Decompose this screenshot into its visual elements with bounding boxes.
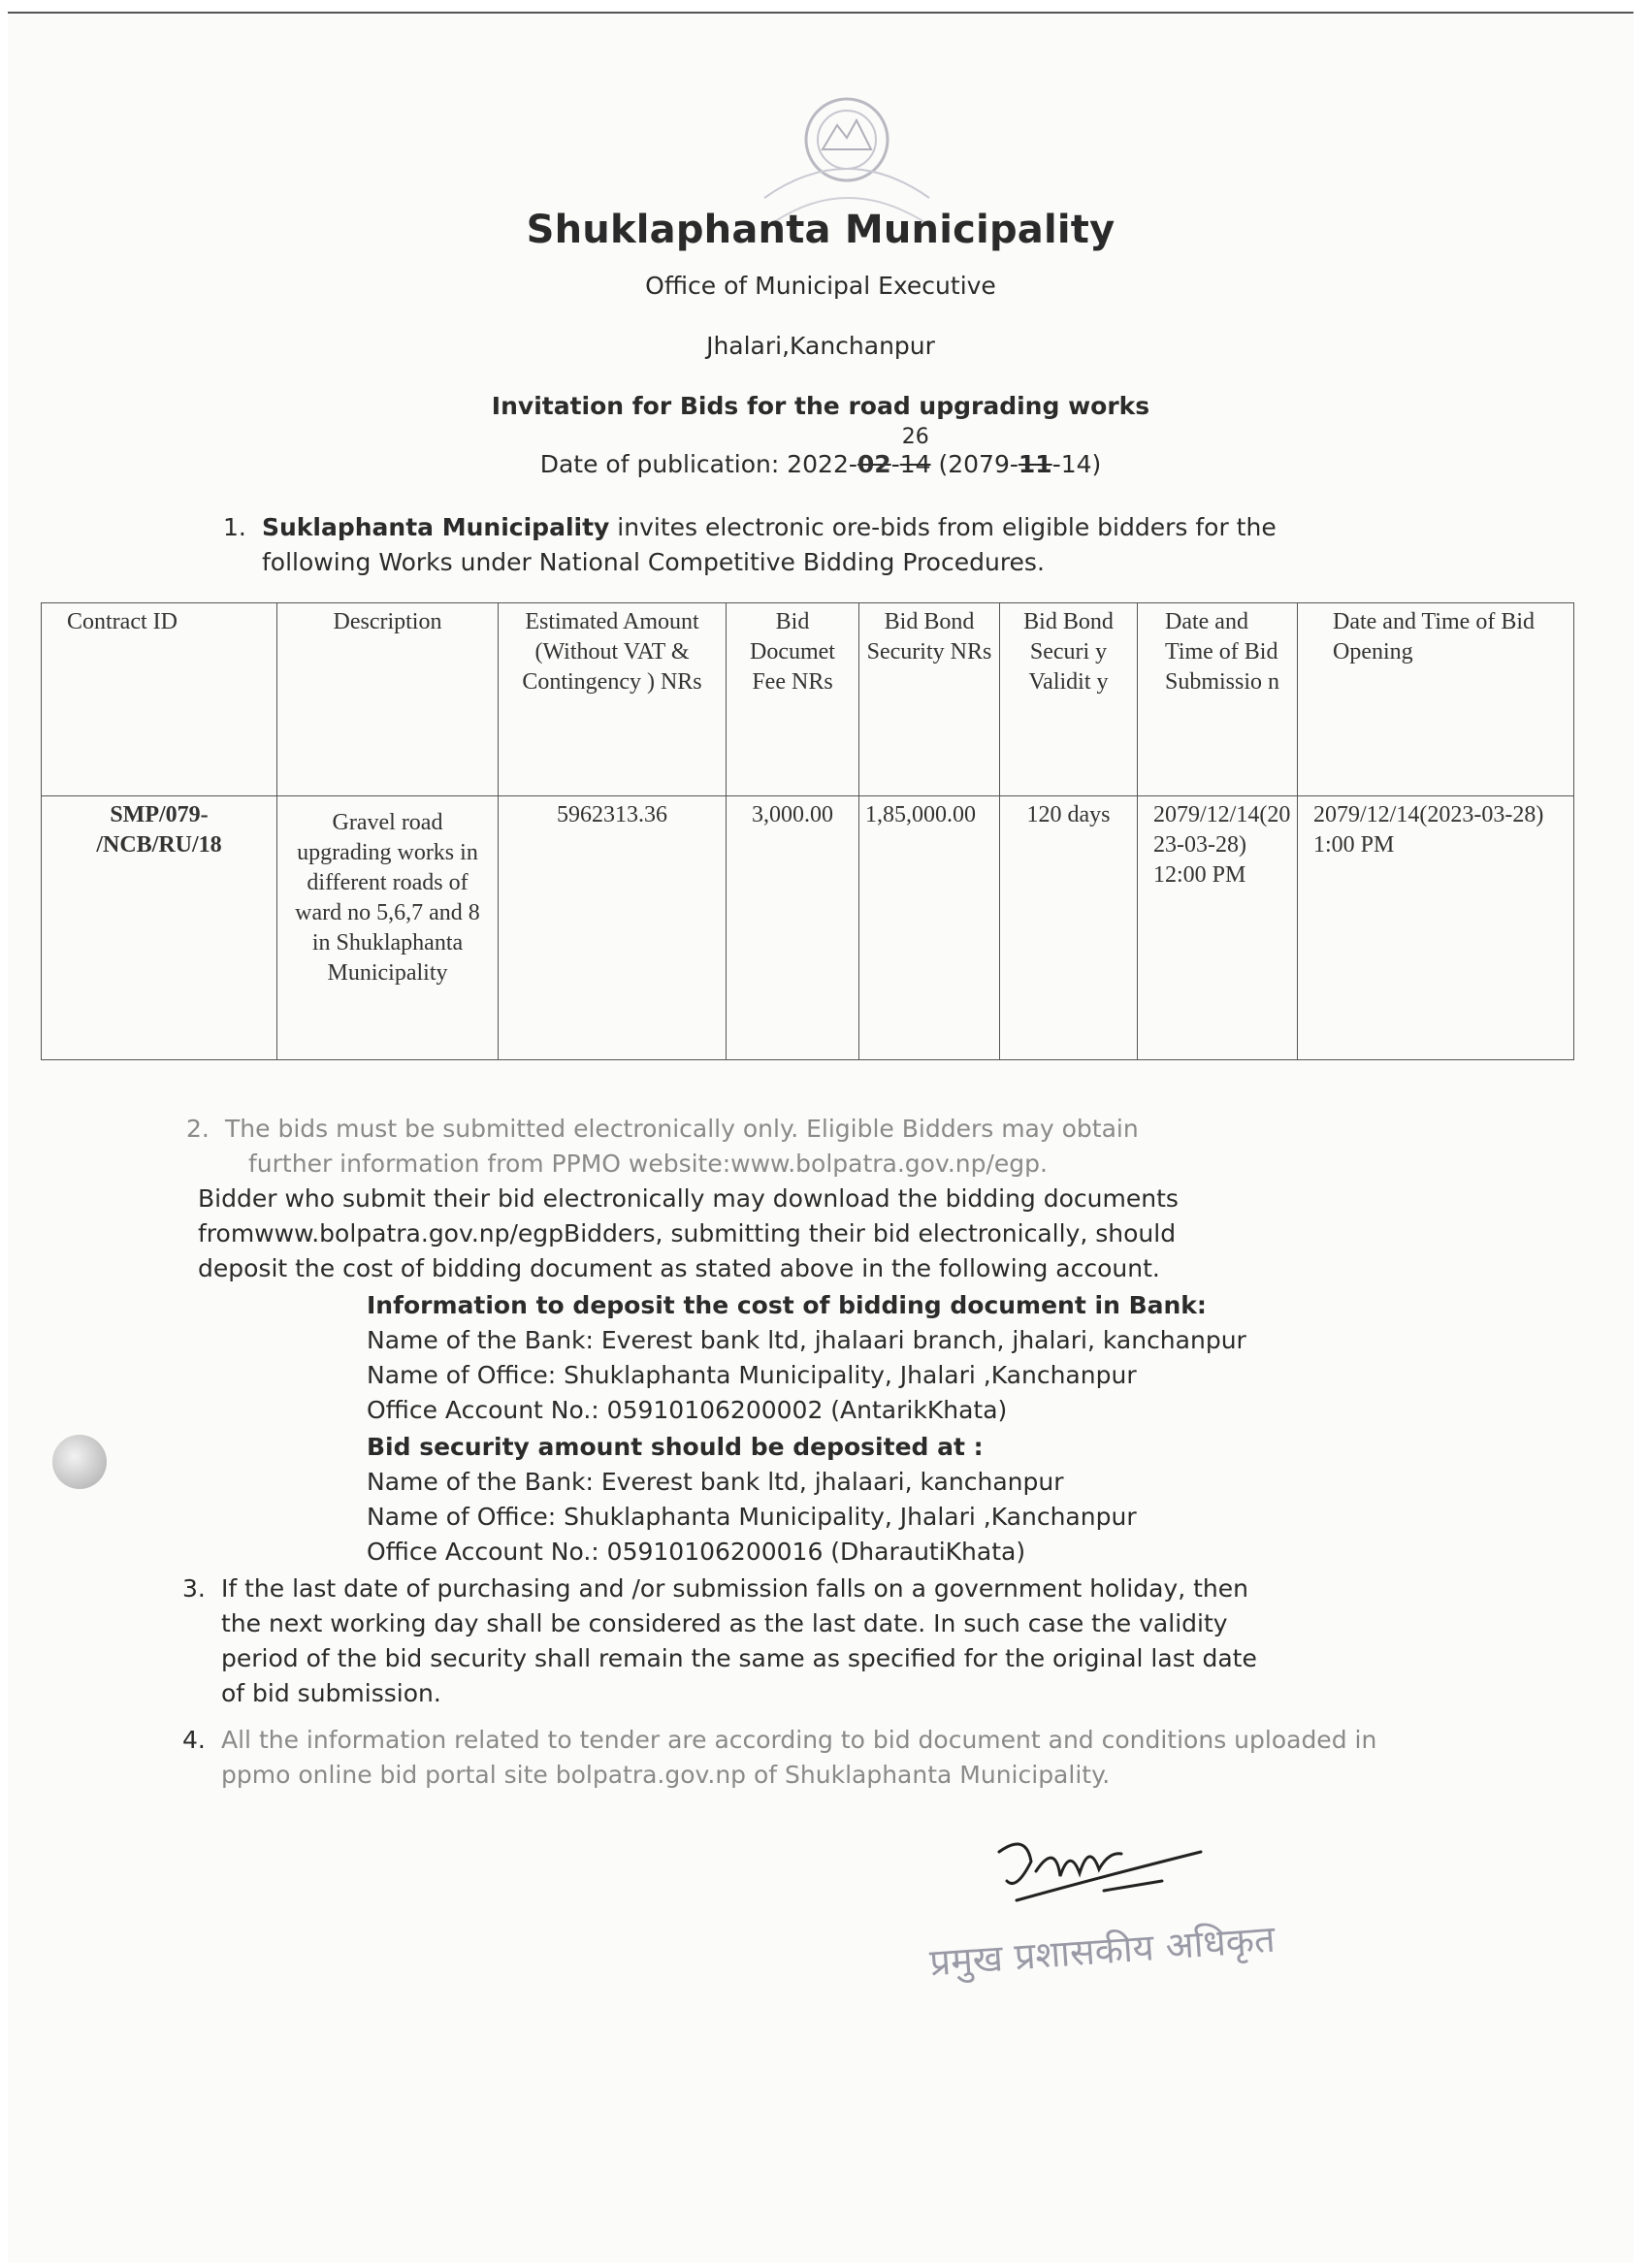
- security-bank-name: Name of the Bank: Everest bank ltd, jhalaari, kanchanpur: [367, 1468, 1064, 1496]
- cell-opening: 2079/12/14(2023-03-28) 1:00 PM: [1298, 796, 1574, 1060]
- item-1-lead: Suklaphanta Municipality: [262, 513, 610, 541]
- item-1-text2: following Works under National Competitive Bidding Procedures.: [262, 548, 1045, 576]
- punch-hole-mark: [52, 1435, 107, 1489]
- header-bid-security: Bid Bond Security NRs: [859, 603, 1000, 796]
- cell-bid-security: 1,85,000.00: [859, 796, 1000, 1060]
- cell-contract-id: SMP/079- /NCB/RU/18: [42, 796, 277, 1060]
- publication-sep: -: [890, 450, 900, 478]
- security-account-number: Office Account No.: 05910106200016 (DharautiKhata): [367, 1538, 1026, 1566]
- publication-month: 02: [857, 450, 891, 478]
- publication-bs-month: 11: [1018, 450, 1052, 478]
- header-contract-id: Contract ID: [42, 603, 277, 796]
- item-4-number: 4.: [182, 1726, 206, 1754]
- document-page: [8, 12, 1633, 2262]
- publication-bs-open: (2079-: [930, 450, 1018, 478]
- item-2-text-1: The bids must be submitted electronically only. Eligible Bidders may obtain: [225, 1115, 1139, 1143]
- item-4-text-1: All the information related to tender are according to bid document and conditions uploaded in: [221, 1726, 1377, 1754]
- cell-validity: 120 days: [1000, 796, 1138, 1060]
- header-opening: Date and Time of Bid Opening: [1298, 603, 1574, 796]
- item-3: [182, 1571, 1257, 1711]
- security-heading: Bid security amount should be deposited at :: [367, 1433, 984, 1461]
- item-3-text-2: the next working day shall be considered as the last date. In such case the validity: [221, 1609, 1228, 1637]
- item-1: [223, 510, 1277, 580]
- cell-doc-fee: 3,000.00: [727, 796, 859, 1060]
- publication-date: [8, 425, 1633, 478]
- item-2-number: 2.: [186, 1115, 210, 1143]
- publication-day-old: 14: [899, 450, 931, 478]
- item-3-text-3: period of the bid security shall remain the same as specified for the original last date: [221, 1644, 1257, 1672]
- item-2-line-1: [186, 1112, 1139, 1147]
- cell-description: Gravel road upgrading works in different roads of ward no 5,6,7 and 8 in Shuklaphanta Municipality: [277, 796, 499, 1060]
- table-header-row: [42, 603, 1574, 796]
- bank-name: Name of the Bank: Everest bank ltd, jhalaari branch, jhalari, kanchanpur: [367, 1326, 1246, 1354]
- publication-day: [899, 425, 931, 478]
- office-name: Office of Municipal Executive: [645, 272, 996, 300]
- header-submission: Date and Time of Bid Submissio n: [1138, 603, 1298, 796]
- item-2-line-5: deposit the cost of bidding document as stated above in the following account.: [198, 1254, 1160, 1282]
- bank-heading: Information to deposit the cost of bidding document in Bank:: [367, 1291, 1207, 1319]
- header-doc-fee: Bid Documet Fee NRs: [727, 603, 859, 796]
- item-1-text: invites electronic ore-bids from eligible bidders for the: [609, 513, 1277, 541]
- item-2-line-3: Bidder who submit their bid electronically may download the bidding documents: [198, 1184, 1179, 1213]
- item-2-line-4: fromwww.bolpatra.gov.np/egpBidders, submitting their bid electronically, should: [198, 1219, 1177, 1247]
- item-4-text-2: ppmo online bid portal site bolpatra.gov.np of Shuklaphanta Municipality.: [221, 1761, 1111, 1789]
- table-row: [42, 796, 1574, 1060]
- notice-title: Invitation for Bids for the road upgrading works: [491, 392, 1150, 420]
- security-office-name: Name of Office: Shuklaphanta Municipality, Jhalari ,Kanchanpur: [367, 1503, 1137, 1531]
- page-title: Shuklaphanta Municipality: [526, 208, 1116, 252]
- item-3-text-4: of bid submission.: [221, 1679, 441, 1707]
- designation-stamp: प्रमुख प्रशासकीय अधिकृत: [927, 1917, 1277, 1985]
- bids-table: [41, 602, 1574, 1060]
- publication-label: Date of publication: 2022-: [539, 450, 857, 478]
- header-validity: Bid Bond Securi y Validit y: [1000, 603, 1138, 796]
- item-4: [182, 1723, 1376, 1793]
- item-3-text-1: If the last date of purchasing and /or submission falls on a government holiday, then: [221, 1574, 1248, 1603]
- item-2-line-2: further information from PPMO website:www.bolpatra.gov.np/egp.: [248, 1150, 1048, 1178]
- account-number: Office Account No.: 05910106200002 (AntarikKhata): [367, 1396, 1008, 1424]
- cell-submission: 2079/12/14(2023-03-28) 12:00 PM: [1138, 796, 1298, 1060]
- office-location: Jhalari,Kanchanpur: [706, 332, 935, 360]
- office-name-line: Name of Office: Shuklaphanta Municipality, Jhalari ,Kanchanpur: [367, 1361, 1137, 1389]
- cell-estimated-amount: 5962313.36: [499, 796, 727, 1060]
- header-estimated-amount: Estimated Amount (Without VAT & Contingency ) NRs: [499, 603, 727, 796]
- publication-bs-close: -14): [1051, 450, 1102, 478]
- publication-day-correction: 26: [901, 425, 929, 449]
- item-1-number: 1.: [223, 513, 246, 541]
- item-3-number: 3.: [182, 1574, 206, 1603]
- signature-icon: [987, 1823, 1220, 1910]
- header-description: Description: [277, 603, 499, 796]
